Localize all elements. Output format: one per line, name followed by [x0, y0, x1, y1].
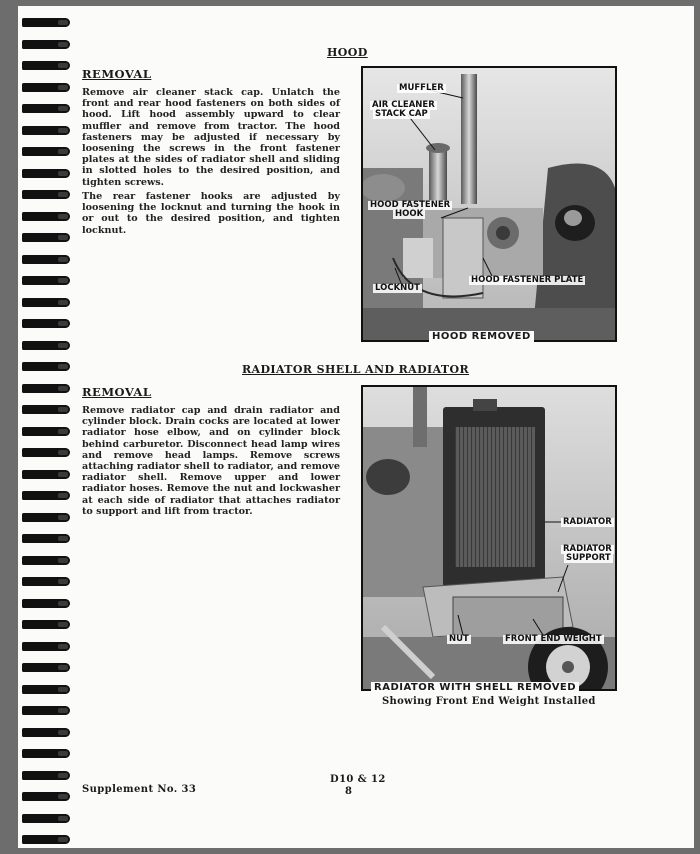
binding-ring [22, 448, 70, 457]
callout-locknut: LOCKNUT [375, 283, 420, 293]
callout-air-cleaner-line2: STACK CAP [375, 109, 428, 119]
binding-ring [22, 577, 70, 586]
callout-radiator-support-line2: SUPPORT [566, 553, 611, 563]
radiator-figure-caption: RADIATOR WITH SHELL REMOVED [371, 682, 579, 693]
callout-radiator-support-line1: RADIATOR [563, 544, 612, 554]
callout-muffler: MUFFLER [399, 83, 444, 93]
binding-ring [22, 83, 70, 92]
binding-ring [22, 126, 70, 135]
callout-air-cleaner-line1: AIR CLEANER [372, 100, 435, 110]
footer-page-number: 8 [345, 786, 353, 797]
binding-ring [22, 255, 70, 264]
binding-ring [22, 792, 70, 801]
binding-ring [22, 814, 70, 823]
radiator-section-title: RADIATOR SHELL AND RADIATOR [242, 363, 470, 376]
binding-ring [22, 405, 70, 414]
binding-ring [22, 427, 70, 436]
binding-ring [22, 835, 70, 844]
spiral-binding [18, 6, 76, 848]
binding-ring [22, 190, 70, 199]
binding-ring [22, 276, 70, 285]
binding-ring [22, 685, 70, 694]
hood-figure-caption: HOOD REMOVED [429, 331, 534, 342]
callout-hood-fastener-hook-line1: HOOD FASTENER [370, 200, 451, 210]
binding-ring [22, 341, 70, 350]
binding-ring [22, 620, 70, 629]
binding-ring [22, 706, 70, 715]
binding-ring [22, 599, 70, 608]
binding-ring [22, 169, 70, 178]
callout-radiator: RADIATOR [563, 517, 612, 527]
binding-ring [22, 362, 70, 371]
hood-removal-heading: REMOVAL [82, 67, 152, 81]
radiator-removal-heading: REMOVAL [82, 385, 152, 399]
binding-ring [22, 771, 70, 780]
radiator-photo [361, 385, 617, 691]
hood-section-title: HOOD [327, 46, 368, 59]
radiator-figure-subcaption: Showing Front End Weight Installed [382, 696, 596, 707]
callout-front-end-weight: FRONT END WEIGHT [505, 634, 602, 644]
binding-ring [22, 298, 70, 307]
binding-ring [22, 749, 70, 758]
hood-removal-paragraph-1: Remove air cleaner stack cap. Unlatch the front and rear hood fasteners on both sides of hood. Lift hood assembly upward to clear muffler and remove from tractor. The hood fasteners may be adjusted if necessary by loosening the screws in the front fastener plates at the sides of radiator shell and sliding in slotted holes to the desired position, and tighten screws. [82, 87, 340, 188]
binding-ring [22, 491, 70, 500]
callout-hood-fastener-hook-line2: HOOK [395, 209, 424, 219]
hood-removal-paragraph-2: The rear fastener hooks are adjusted by loosening the locknut and turning the hook in or out to the desired position, and tighten locknut. [82, 191, 340, 236]
binding-ring [22, 61, 70, 70]
binding-ring [22, 319, 70, 328]
footer-model: D10 & 12 [330, 774, 386, 785]
binding-ring [22, 513, 70, 522]
binding-ring [22, 534, 70, 543]
binding-ring [22, 212, 70, 221]
callout-nut: NUT [449, 634, 469, 644]
manual-page [18, 6, 694, 848]
footer-supplement: Supplement No. 33 [82, 784, 197, 795]
binding-ring [22, 470, 70, 479]
binding-ring [22, 663, 70, 672]
binding-ring [22, 642, 70, 651]
binding-ring [22, 18, 70, 27]
binding-ring [22, 233, 70, 242]
radiator-removal-paragraph: Remove radiator cap and drain radiator and cylinder block. Drain cocks are located at lower radiator hose elbow, and on cylinder block behind carburetor. Disconnect head lamp wires and remove head lamps. Remove screws attaching radiator shell to radiator, and remove radiator shell. Remove upper and lower radiator hoses. Remove the nut and lockwasher at each side of radiator that attaches radiator to support and lift from tractor. [82, 405, 340, 517]
binding-ring [22, 728, 70, 737]
binding-ring [22, 104, 70, 113]
binding-ring [22, 556, 70, 565]
binding-ring [22, 384, 70, 393]
binding-ring [22, 40, 70, 49]
callout-hood-fastener-plate: HOOD FASTENER PLATE [471, 275, 584, 285]
hood-removed-photo [361, 66, 617, 342]
binding-ring [22, 147, 70, 156]
